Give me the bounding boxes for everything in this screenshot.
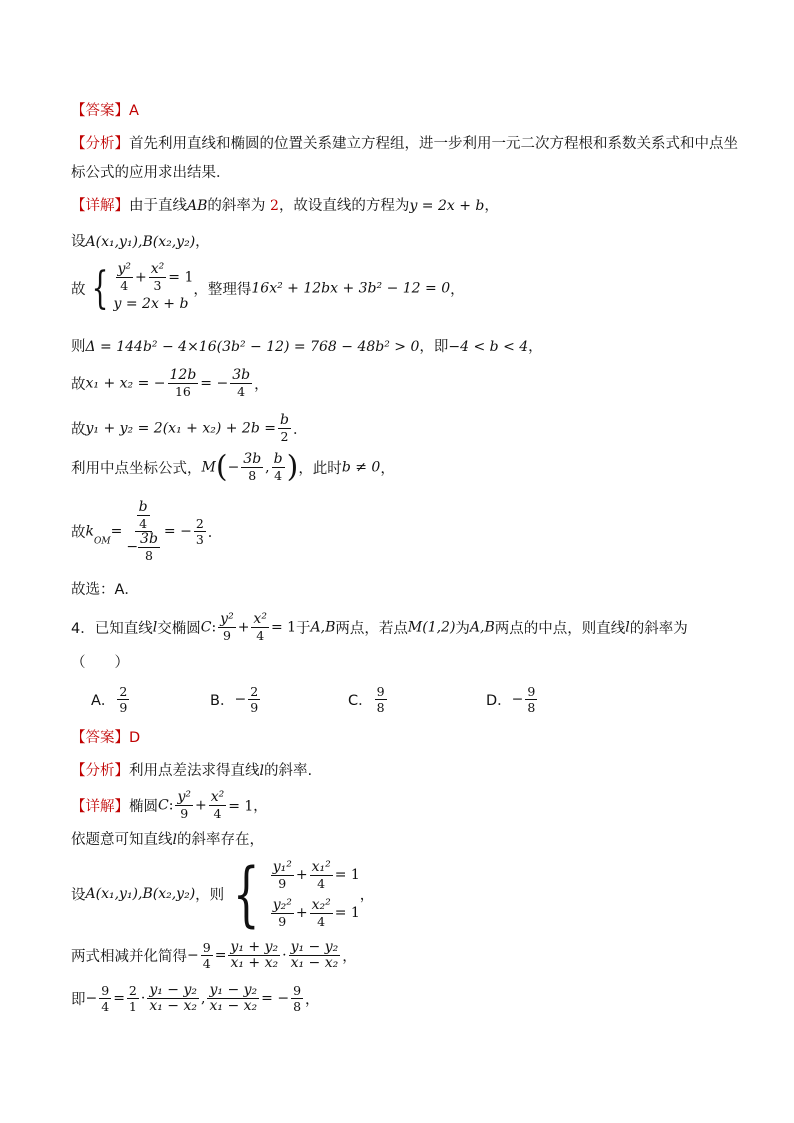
slope-value: 2 [270,198,279,214]
xsum-line: 故x₁ + x₂ = − $\frac{12b}{16}$ = − $\frac{3b}{4}$ ， [71,367,269,399]
detail-text-2: 的斜率为 [207,198,266,214]
points-ab: A(x₁,y₁),B(x₂,y₂) [85,234,196,250]
detail-line-1 [71,195,499,217]
points-ab: A,B [310,619,336,636]
punct: ， [305,992,320,1008]
analysis-end: 的斜率. [263,763,313,779]
detail-line-b2: 【详解】椭圆C: $\frac{\text{y²}}{9}$ + $\frac{\text{x²}}{4}$ = 1， [71,789,268,821]
analysis-line-2 [71,162,231,184]
q4-t2: 于 [296,621,311,637]
system-line-b2 [71,853,375,935]
b-nonzero: b ≠ 0 [341,459,381,476]
analysis-text: 首先利用直线和椭圆的位置关系建立方程组，进一步利用一元二次方程根和系数关系式和中点坐 [129,136,738,152]
q4-t3: 两点，若点 [335,621,408,637]
quadratic-eq: 16x² + 12bx + 3b² − 12 = 0 [251,280,451,297]
ji-line: 即− $\frac{9}{4}$ = $\frac{2}{1}$ · $\frac{\text{y₁ − y₂}}{\text{x₁ − x₂}}$ , $\frac{\text{y₁ − y₂}}{\text{x₁ − x₂}}$ = − $\frac{9}{8}$ ， [71,982,320,1014]
detail-line-2: 设A(x₁,y₁),B(x₂,y₂)， [71,234,210,250]
option-c-label: C． [348,693,373,709]
midpoint-line: 利用中点坐标公式，M(− $\frac{3b}{8}$ , $\frac{b}{4}$ )，此时b ≠ 0， [71,449,395,485]
ji-text: 即 [71,992,86,1008]
option-d[interactable]: D．− $\frac{9}{8}$ [486,684,536,715]
ysum-lhs: y₁ + y₂ = 2(x₁ + x₂) + 2b = [85,420,276,437]
line-equation: y = 2x + b [409,198,485,214]
answer-blank: （ ） [71,655,129,671]
analysis-text-2: 标公式的应用求出结果． [71,165,231,181]
k-sub: OM [93,536,111,547]
sum-pre: 故 [71,377,86,393]
subtract-line: 两式相减并化简得− $\frac{9}{4}$ = $\frac{\text{y₁ + y₂}}{\text{x₁ + x₂}}$ · $\frac{\text{y₁ − y₂}}{\text{x₁ − x₂}}$ ， [71,939,357,971]
line-l: l [152,619,158,636]
detail-text-3: ，故设直线的方程为 [278,198,410,214]
points-ab: A(x₁,y₁),B(x₂,y₂) [85,886,196,902]
option-a[interactable]: A． $\frac{2}{9}$ [91,684,128,715]
equation-system: $\frac{\text{y²}}{4}$ + $\frac{\text{x²}}{3}$ = 1 y = 2x + b [114,262,194,315]
q4-num: 4．已知直线 [71,621,153,637]
detail-text: 椭圆 [129,799,158,815]
subtract-text: 两式相减并化简得 [71,949,187,965]
points-ab-2: A,B [469,619,495,636]
analysis-line-1 [71,133,738,155]
sum-lhs: x₁ + x₂ = − [85,375,166,392]
ellipse-c: C [200,619,212,636]
brace-icon: { [91,262,108,314]
q4-t4: 为 [455,621,470,637]
punct: ， [359,887,375,904]
eq1-rhs: = 1 [334,867,360,883]
question-4-stem: 4．已知直线l交椭圆C: $\frac{\text{y²}}{9}$ + $\frac{\text{x²}}{4}$ = 1于A,B两点，若点M(1,2)为A,B两点的中点，则直线l的斜率为 [71,611,688,643]
ysum-pre: 故 [71,422,86,438]
mid-post: ，此时 [298,461,342,477]
eq2-rhs: = 1 [334,905,360,921]
sum-eq: = − [200,375,229,392]
gu-label: 故 [71,282,86,298]
option-b[interactable]: B．− $\frac{2}{9}$ [210,684,259,715]
option-c[interactable]: C． $\frac{9}{8}$ [348,684,385,715]
q4-t6: 的斜率为 [629,621,688,637]
detail-end: = 1， [228,798,268,815]
delta-line: 则Δ = 144b² − 4×16(3b² − 12) = 768 − 48b² > 0，即−4 < b < 4， [71,339,543,355]
point-m: M(1,2) [407,619,456,636]
answer-line-1 [71,100,139,122]
line-l: l [172,832,177,848]
q4-t5: 两点的中点，则直线 [494,621,626,637]
set-label: 设 [71,887,86,904]
exist-text-2: 的斜率存在， [176,832,264,848]
ysum-line: 故y₁ + y₂ = 2(x₁ + x₂) + 2b = $\frac{b}{2}$ ． [71,412,308,444]
punct: ， [484,198,499,214]
analysis-tag: 【分析】 [71,136,129,152]
delta-eq: Δ = 144b² − 4×16(3b² − 12) = 768 − 48b² > 0 [85,339,420,355]
set-label: 设 [71,234,86,250]
answer-tag: 【答案】 [71,730,129,746]
math-ab: AB [187,198,208,214]
detail-tag: 【详解】 [71,198,129,214]
option-d-label: D． [486,693,512,709]
detail-text: 由于直线 [129,198,187,214]
exist-text: 依题意可知直线 [71,832,173,848]
answer-value: D [129,730,141,746]
answer-line-2 [71,727,140,749]
choose-text: 故选：A． [71,582,139,598]
line-l: l [259,763,264,779]
sys-line2: y = 2x + b [113,296,189,312]
equation-system-2: $\frac{\text{y₁²}}{9}$ + $\frac{\text{x₁²}}{4}$ = 1 $\frac{\text{y₂²}}{9}$ + $\frac{\text{x₂²}}{4}$ = 1 [272,858,360,929]
analysis-text: 利用点差法求得直线 [129,763,260,779]
delta-pre: 则 [71,339,86,355]
punct: ， [450,282,465,298]
line-l-2: l [625,619,630,636]
analysis-line-b2 [71,760,312,782]
sys-rhs: = 1 [168,269,194,286]
mid-pre: 利用中点坐标公式， [71,461,202,477]
point-m: M [201,459,216,476]
slope-k-line: 故$k_{OM}=$ $\frac{b}{4}$ − $\frac{3b}{8}$ = − $\frac{2}{3}$ ． [71,499,223,563]
k-symbol: k [85,523,94,540]
choose-line [71,579,139,601]
tidy-text: ，整理得 [193,282,252,298]
option-b-label: B． [210,693,235,709]
ellipse-c: C [158,797,169,814]
option-a-label: A． [91,693,116,709]
exist-line [71,829,264,851]
detail-tag: 【详解】 [71,799,129,815]
q4-t1: 交椭圆 [157,621,201,637]
answer-tag: 【答案】 [71,103,129,119]
answer-value: A [129,103,139,119]
q4-paren [71,652,129,674]
k-pre: 故 [71,525,86,541]
delta-mid: ，即 [419,339,449,355]
then-text: ，则 [195,887,225,904]
punct: ， [342,949,357,965]
analysis-tag: 【分析】 [71,763,129,779]
punct: ． [292,422,308,438]
system-line [71,262,465,315]
b-range: −4 < b < 4 [448,339,529,355]
brace-icon: { [233,853,260,935]
k-eq: = − [163,523,192,540]
